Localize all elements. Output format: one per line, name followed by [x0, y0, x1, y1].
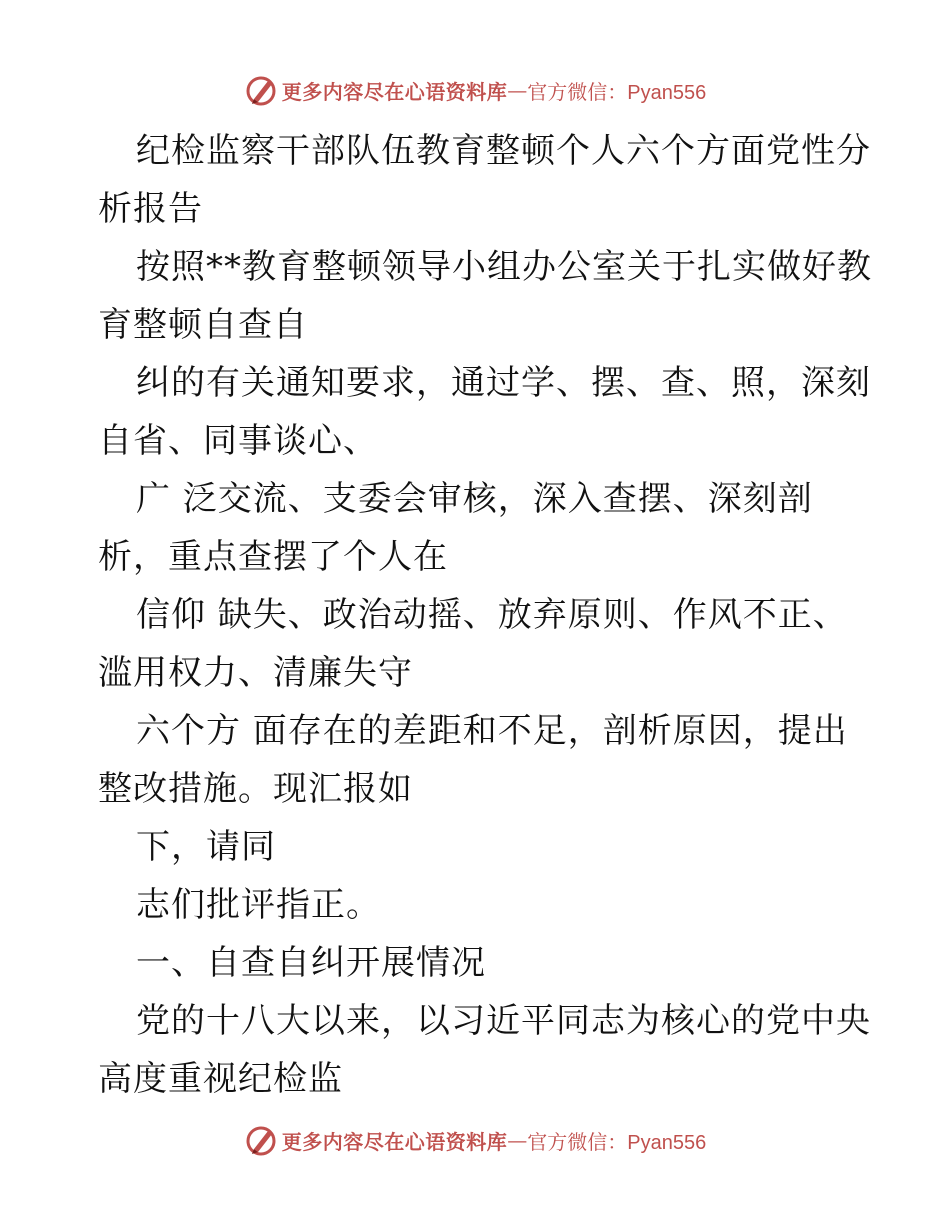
- doc-line: 纪检监察干部队伍教育整顿个人六个方面党性分: [136, 131, 871, 171]
- header-wechat-text: 官方微信：Pyan556: [527, 81, 707, 104]
- doc-line: 六个方 面存在的差距和不足，剖析原因，提出: [136, 711, 848, 751]
- doc-line: 整改措施。现汇报如: [98, 769, 413, 809]
- footer-banner: [0, 1120, 950, 1160]
- footer-wechat-text: 官方微信：Pyan556: [527, 1131, 707, 1154]
- pen-logo-icon: [244, 73, 278, 107]
- document-body: [98, 122, 872, 1108]
- footer-banner-text: 更多内容尽在心语资料库: [281, 1129, 508, 1154]
- header-banner-separator: —: [507, 78, 528, 102]
- doc-line: 析报告: [98, 189, 203, 229]
- doc-line: 按照**教育整顿领导小组办公室关于扎实做好教: [136, 247, 872, 287]
- doc-line: 育整顿自查自: [98, 305, 308, 345]
- pen-logo-icon: [244, 1123, 278, 1157]
- footer-banner-separator: —: [507, 1128, 528, 1152]
- doc-line: 析，重点查摆了个人在: [98, 537, 448, 577]
- doc-line: 高度重视纪检监: [98, 1059, 343, 1099]
- header-banner: [0, 70, 950, 110]
- doc-line: 下，请同: [136, 827, 276, 867]
- doc-line: 滥用权力、清廉失守: [98, 653, 413, 693]
- doc-line: 志们批评指正。: [136, 885, 381, 925]
- doc-line: 信仰 缺失、政治动摇、放弃原则、作风不正、: [136, 595, 848, 635]
- doc-line: 纠的有关通知要求，通过学、摆、查、照，深刻: [136, 363, 871, 403]
- section-heading: 一、自查自纠开展情况: [136, 943, 486, 983]
- doc-line: 自省、同事谈心、: [98, 421, 378, 461]
- header-banner-text: 更多内容尽在心语资料库: [281, 79, 508, 104]
- doc-line: 党的十八大以来，以习近平同志为核心的党中央: [136, 1001, 871, 1041]
- doc-line: 广 泛交流、支委会审核，深入查摆、深刻剖: [136, 479, 813, 519]
